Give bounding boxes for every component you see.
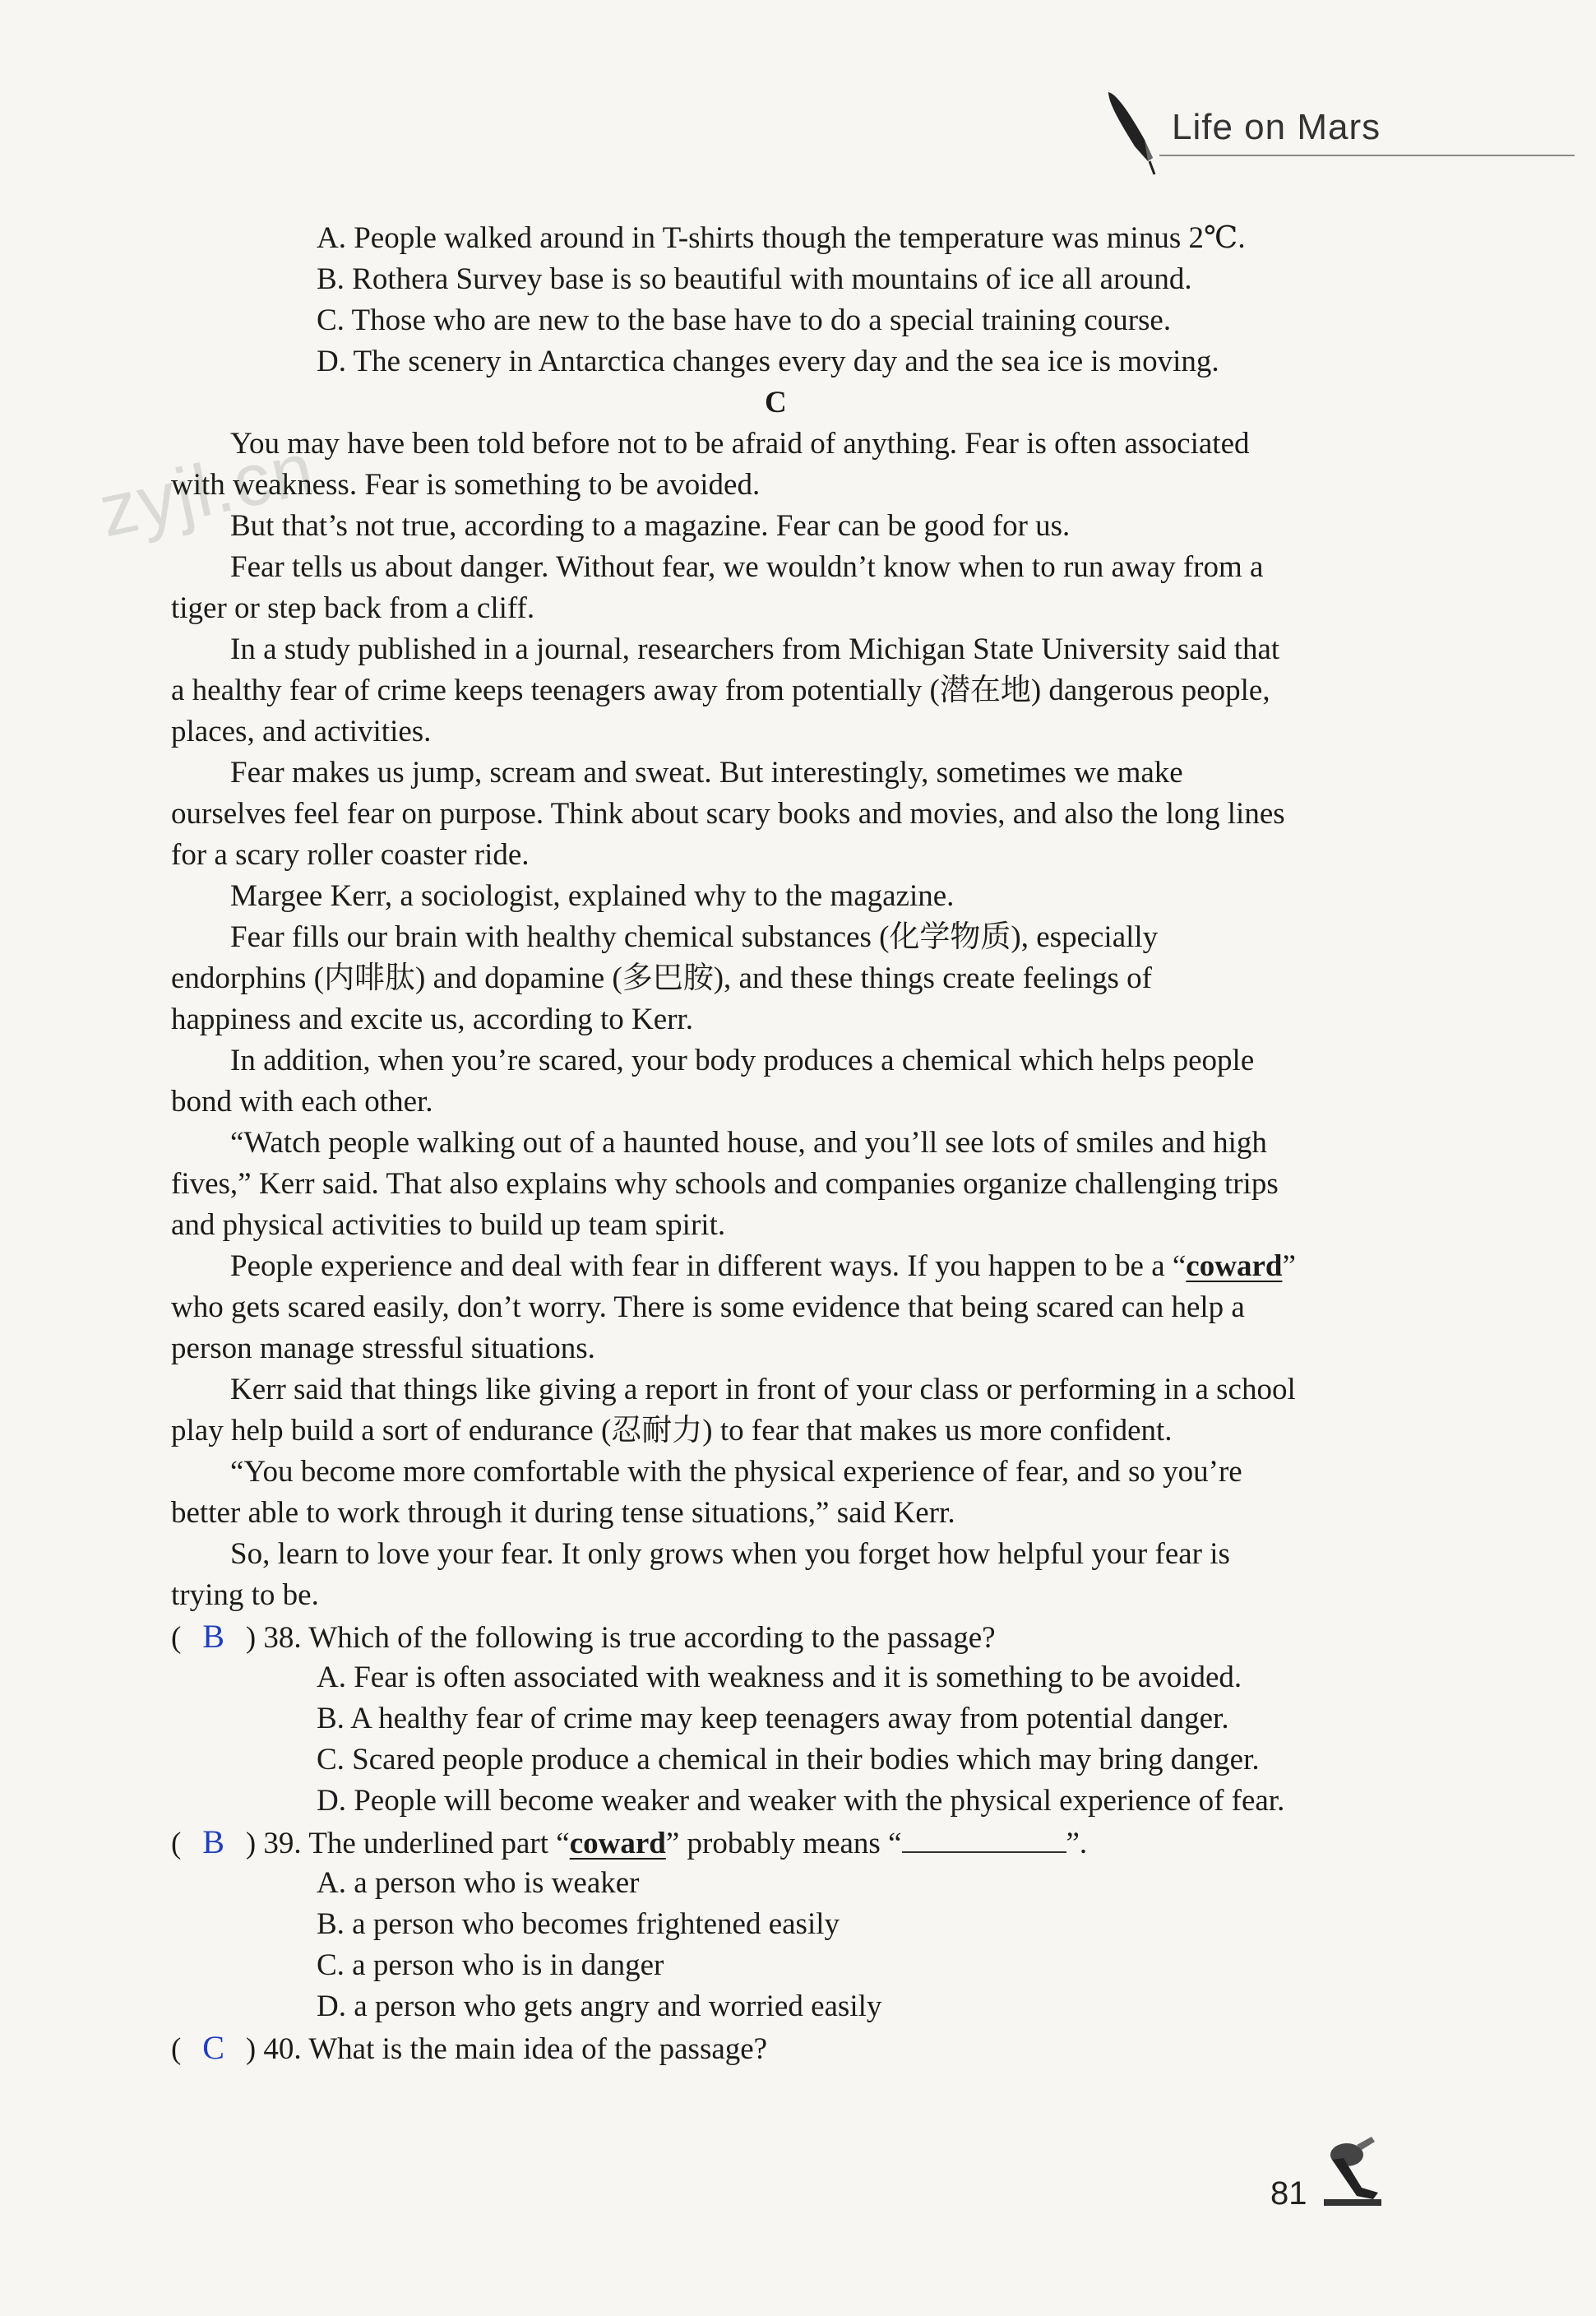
- passage-line: You may have been told before not to be afraid of anything. Fear is often associated: [230, 427, 1250, 461]
- passage-text: People experience and deal with fear in different ways. If you happen to be a “: [230, 1249, 1187, 1283]
- passage-line: with weakness. Fear is something to be avoided.: [171, 468, 761, 502]
- watermark: zyjl.cn: [92, 427, 322, 554]
- option-39-b: B. a person who becomes frightened easily: [317, 1907, 840, 1941]
- passage-line: Margee Kerr, a sociologist, explained why to the magazine.: [230, 879, 955, 913]
- passage-line: fives,” Kerr said. That also explains why schools and companies organize challenging trips: [171, 1167, 1279, 1201]
- coward-underlined-word: coward: [569, 1827, 666, 1860]
- header-divider: [1159, 155, 1575, 156]
- question-stem: ) 39. The underlined part “: [245, 1827, 570, 1860]
- passage-line: “Watch people walking out of a haunted house, and you’ll see lots of smiles and high: [230, 1126, 1267, 1160]
- answer-blank: [902, 1822, 1066, 1853]
- prev-option-a: A. People walked around in T-shirts though the temperature was minus 2℃.: [317, 221, 1246, 255]
- passage-line: and physical activities to build up team spirit.: [171, 1208, 726, 1242]
- paren: (: [171, 1827, 182, 1860]
- question-39: [171, 1822, 1087, 1864]
- option-38-a: A. Fear is often associated with weakness and it is something to be avoided.: [317, 1661, 1242, 1694]
- question-40: [171, 2027, 767, 2070]
- passage-line: Fear tells us about danger. Without fear, we wouldn’t know when to run away from a: [230, 550, 1264, 584]
- passage-line: ourselves feel fear on purpose. Think about scary books and movies, and also the long lines: [171, 797, 1285, 831]
- page-number: 81: [1270, 2175, 1307, 2212]
- paren: (: [171, 2032, 182, 2066]
- passage-line: Fear makes us jump, scream and sweat. But interestingly, sometimes we make: [230, 756, 1183, 790]
- prev-option-c: C. Those who are new to the base have to do a special training course.: [317, 303, 1172, 337]
- option-38-d: D. People will become weaker and weaker with the physical experience of fear.: [317, 1784, 1285, 1818]
- passage-line: person manage stressful situations.: [171, 1332, 595, 1365]
- reading-mascot-icon: [1316, 2130, 1390, 2212]
- passage-line: a healthy fear of crime keeps teenagers away from potentially (潜在地) dangerous people,: [171, 674, 1270, 707]
- passage-line: trying to be.: [171, 1578, 319, 1612]
- passage-line: “You become more comfortable with the physical experience of fear, and so you’re: [230, 1455, 1242, 1489]
- page-header: [0, 0, 1596, 181]
- passage-line: happiness and excite us, according to Kerr.: [171, 1003, 693, 1036]
- passage-line: better able to work through it during tense situations,” said Kerr.: [171, 1496, 955, 1530]
- coward-underlined-word: coward: [1186, 1249, 1283, 1283]
- question-stem: ) 38. Which of the following is true according to the passage?: [245, 1621, 996, 1655]
- passage-text: ”: [1282, 1249, 1296, 1283]
- question-stem: ”.: [1066, 1827, 1088, 1860]
- section-label: C: [765, 386, 787, 419]
- question-38: [171, 1616, 996, 1659]
- passage-line: Kerr said that things like giving a report in front of your class or performing in a school: [230, 1373, 1296, 1406]
- passage-line: In a study published in a journal, researchers from Michigan State University said that: [230, 632, 1280, 666]
- passage-line: tiger or step back from a cliff.: [171, 591, 535, 625]
- passage-line-coward: [230, 1246, 1296, 1287]
- passage-line: play help build a sort of endurance (忍耐力) to fear that makes us more confident.: [171, 1414, 1173, 1448]
- unit-title: Life on Mars: [1172, 107, 1381, 147]
- option-39-a: A. a person who is weaker: [317, 1866, 640, 1900]
- passage-line: bond with each other.: [171, 1085, 433, 1119]
- answer-40: C: [202, 2029, 224, 2066]
- passage-line: who gets scared easily, don’t worry. There is some evidence that being scared can help a: [171, 1290, 1245, 1324]
- passage-line: In addition, when you’re scared, your body produces a chemical which helps people: [230, 1044, 1255, 1077]
- prev-option-b: B. Rothera Survey base is so beautiful with mountains of ice all around.: [317, 262, 1192, 296]
- passage-line: for a scary roller coaster ride.: [171, 838, 530, 872]
- option-39-d: D. a person who gets angry and worried easily: [317, 1989, 882, 2023]
- option-38-c: C. Scared people produce a chemical in their bodies which may bring danger.: [317, 1743, 1260, 1776]
- answer-38: B: [202, 1618, 224, 1655]
- passage-line: But that’s not true, according to a magazine. Fear can be good for us.: [230, 509, 1071, 543]
- passage-line: places, and activities.: [171, 715, 432, 748]
- paren: (: [171, 1621, 182, 1655]
- option-39-c: C. a person who is in danger: [317, 1948, 664, 1982]
- question-stem: ) 40. What is the main idea of the passage?: [245, 2032, 768, 2066]
- passage-line: Fear fills our brain with healthy chemical substances (化学物质), especially: [230, 920, 1159, 954]
- passage-line: So, learn to love your fear. It only grows when you forget how helpful your fear is: [230, 1537, 1230, 1571]
- answer-39: B: [202, 1823, 224, 1860]
- question-stem: ” probably means “: [665, 1827, 902, 1860]
- pen-icon: [1102, 89, 1168, 179]
- option-38-b: B. A healthy fear of crime may keep teenagers away from potential danger.: [317, 1702, 1229, 1735]
- passage-line: endorphins (内啡肽) and dopamine (多巴胺), and these things create feelings of: [171, 961, 1152, 995]
- prev-option-d: D. The scenery in Antarctica changes every day and the sea ice is moving.: [317, 345, 1219, 378]
